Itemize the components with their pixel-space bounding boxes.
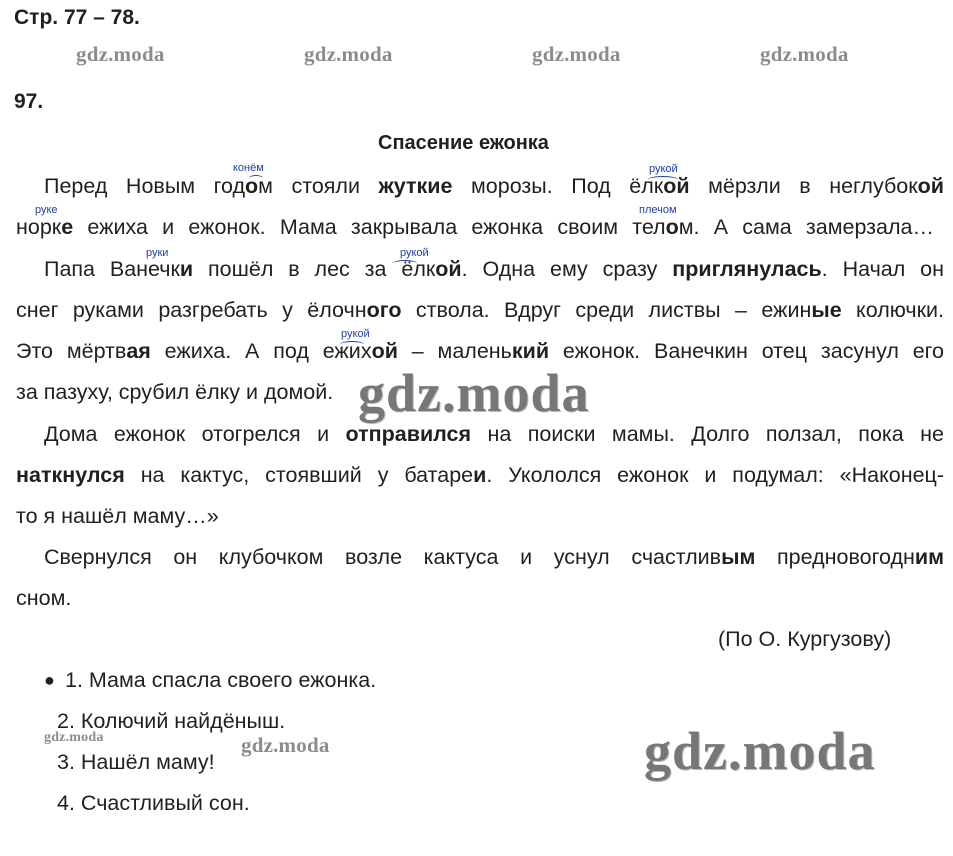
story-line: Дома ежонок отогрелся и отправился на поиски мамы. Долго ползал, пока не [44, 422, 944, 446]
story-line: то я нашёл маму…» [16, 504, 219, 528]
correction-note: руке [35, 204, 58, 216]
bullet-icon: ● [44, 670, 55, 690]
exercise-number: 97. [14, 90, 44, 113]
title-option: 1. Мама спасла своего ежонка. [65, 668, 377, 692]
watermark: gdz.moda [241, 733, 330, 757]
watermark: gdz.moda [760, 42, 849, 66]
watermark: gdz.moda [532, 42, 621, 66]
correction-note: конём [233, 162, 264, 174]
correction-note: рукой [400, 247, 429, 259]
story-line: сном. [16, 586, 72, 610]
story-line: Это мёртвая ежиха. А под ежихой – маленький ежонок. Ванечкин отец засунул его [16, 339, 945, 363]
story-line: за пазуху, срубил ёлку и домой. [16, 380, 334, 404]
story-line: наткнулся на кактус, стоявший у батареи. Укололся ежонок и подумал: «Наконец- [16, 463, 944, 487]
correction-note: руки [146, 247, 169, 259]
story-line: Свернулся он клубочком возле кактуса и уснул счастливым предновогодним [44, 545, 944, 569]
watermark-large: gdz.moda [358, 363, 590, 423]
story-source: (По О. Кургузову) [718, 627, 892, 651]
page-reference: Стр. 77 – 78. [14, 6, 140, 29]
correction-note: рукой [341, 328, 370, 340]
title-option: 2. Колючий найдёныш. [57, 709, 286, 733]
story-title: Спасение ежонка [378, 132, 549, 154]
story-line: Перед Новым годом стояли жуткие морозы. Под ёлкой мёрзли в неглубокой [44, 174, 944, 198]
watermark: gdz.moda [76, 42, 165, 66]
story-line: снег руками разгребать у ёлочного ствола. Вдруг среди листвы – ежиные колючки. [16, 298, 944, 322]
title-option: 3. Нашёл маму! [57, 750, 215, 774]
story-line: Папа Ванечки пошёл в лес за ёлкой. Одна ему сразу приглянулась. Начал он [44, 257, 944, 281]
story-line: норке ежиха и ежонок. Мама закрывала ежонка своим телом. А сама замерзала… [16, 215, 934, 239]
title-option: 4. Счастливый сон. [57, 791, 250, 815]
watermark-large: gdz.moda [644, 721, 876, 781]
correction-note: плечом [639, 204, 677, 216]
correction-note: рукой [649, 163, 678, 175]
watermark: gdz.moda [304, 42, 393, 66]
watermark: gdz.moda [44, 730, 104, 745]
